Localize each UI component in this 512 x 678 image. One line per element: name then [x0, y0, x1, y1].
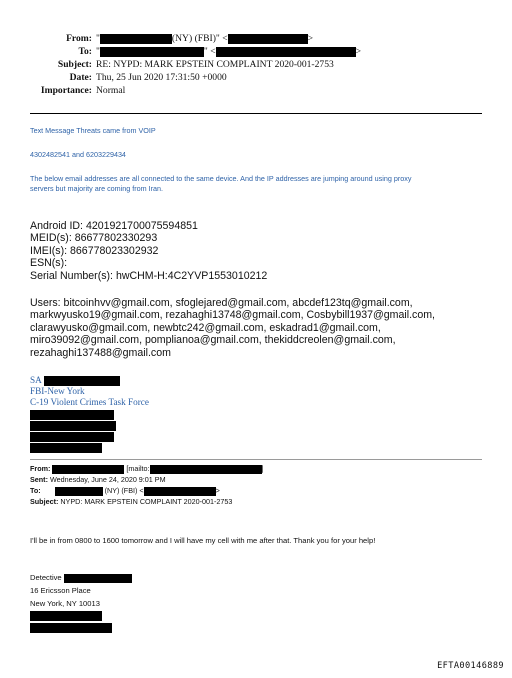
header-from-value: " (NY) (FBI)" < > [96, 33, 314, 44]
reply-sent-row: Sent: Wednesday, June 24, 2020 9:01 PM [30, 475, 166, 484]
redaction-box [100, 34, 172, 44]
redaction-box [44, 376, 120, 386]
header-date-label: Date: [69, 72, 92, 83]
signature-unit: C-19 Violent Crimes Task Force [30, 397, 149, 407]
signature-office: FBI-New York [30, 386, 85, 396]
device-esn: ESN(s): [30, 257, 68, 270]
reply-body-text: I'll be in from 0800 to 1600 tomorrow and I will have my cell with me after that. Thank you for your help! [30, 536, 376, 545]
redaction-box [100, 47, 204, 57]
redaction-box [52, 465, 124, 474]
header-subject-value: RE: NYPD: MARK EPSTEIN COMPLAINT 2020-001-2753 [96, 59, 334, 70]
reply-subject-row: Subject: NYPD: MARK EPSTEIN COMPLAINT 2020-001-2753 [30, 497, 233, 506]
users-line: rezahaghi137488@gmail.com [30, 346, 171, 359]
header-importance-value: Normal [96, 85, 126, 96]
header-divider [30, 113, 482, 114]
header-to-label: To: [78, 46, 92, 57]
redaction-box [30, 443, 102, 453]
reply-address-street: 16 Ericsson Place [30, 586, 91, 595]
redaction-box [55, 487, 103, 496]
device-android-id: Android ID: 4201921700075594851 [30, 220, 198, 232]
header-importance-label: Importance: [40, 85, 92, 96]
users-line: clarawyusko@gmail.com, newbtc242@gmail.com, eskadrad1@gmail.com, [30, 321, 381, 334]
redaction-box [30, 410, 114, 420]
reply-to-row: To: (NY) (FBI) < > [30, 486, 220, 495]
redaction-box [64, 574, 132, 583]
redaction-box [30, 432, 114, 442]
signature-sa: SA [30, 375, 120, 386]
device-meid: MEID(s): 86677802330293 [30, 232, 158, 245]
reply-detective-line: Detective [30, 572, 132, 583]
header-from-label: From: [66, 33, 92, 44]
redaction-box [30, 623, 112, 633]
redaction-box [216, 47, 356, 57]
users-line: miro39092@gmail.com, pomplianoa@gmail.com, thekiddcreolen@gmail.com, [30, 334, 396, 347]
redaction-box [228, 34, 308, 44]
header-date-value: Thu, 25 Jun 2020 17:31:50 +0000 [96, 72, 227, 83]
message-line-numbers: 4302482541 and 6203229434 [30, 150, 126, 159]
redaction-box [150, 465, 262, 474]
message-line-connected: The below email addresses are all connected to the same device. And the IP addresses are jumping around using proxy [30, 174, 412, 183]
users-line: Users: bitcoinhvv@gmail.com, sfoglejared@gmail.com, abcdef123tq@gmail.com, [30, 297, 413, 309]
device-serial: Serial Number(s): hwCHM-H:4C2YVP1553010212 [30, 269, 268, 282]
device-imei: IMEI(s): 866778023302932 [30, 244, 159, 257]
redaction-box [30, 421, 116, 431]
reply-divider [30, 459, 482, 460]
header-subject-label: Subject: [57, 59, 92, 70]
bates-number: EFTA00146889 [437, 661, 504, 671]
redaction-box [30, 611, 102, 621]
redaction-box [144, 487, 216, 496]
header-to-value: " " < > [96, 46, 362, 57]
message-line-iran: servers but majority are coming from Iran. [30, 184, 164, 193]
message-line-voip: Text Message Threats came from VOIP [30, 126, 156, 135]
reply-from-row: From: [mailto: ] [30, 464, 264, 473]
users-line: markwyusko19@gmail.com, rezahaghi13748@gmail.com, Cosbybill1937@gmail.com, [30, 309, 435, 322]
reply-address-city: New York, NY 10013 [30, 599, 100, 608]
